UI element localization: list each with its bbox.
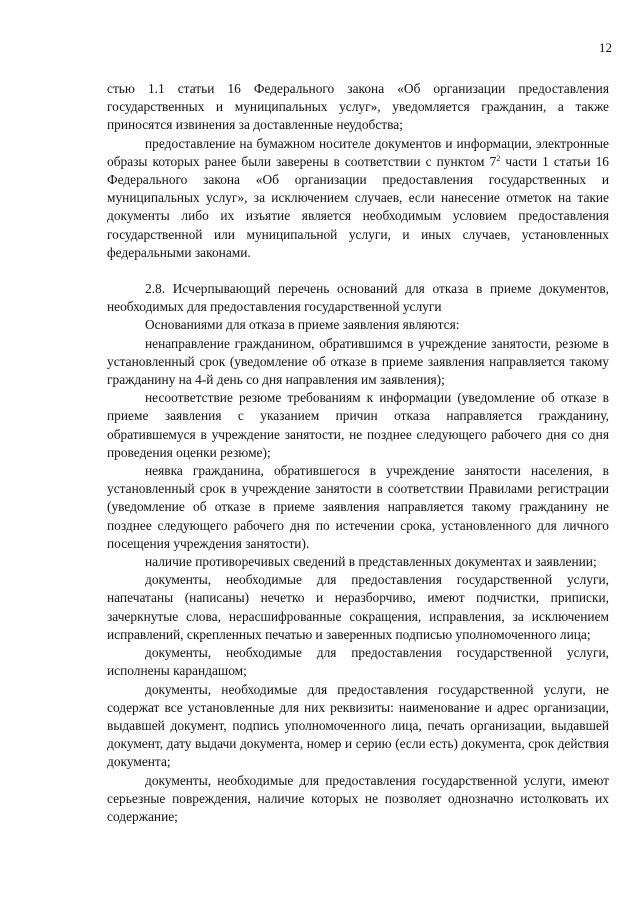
paragraph: Основаниями для отказа в приеме заявления являются: <box>145 317 460 333</box>
section-heading: 2.8. Исчерпывающий перечень оснований для отказа в приеме документов, необходимых для предоставления государственной услуги <box>107 281 609 315</box>
list-item: несоответствие резюме требованиям к информации (уведомление об отказе в приеме заявления с указанием причин отказа направляется гражданину, обратившемуся в учреждение занятости, не позднее следующего рабочего дня со дня проведения оценки резюме); <box>107 390 609 460</box>
paragraph <box>107 135 609 262</box>
list-item: наличие противоречивых сведений в представленных документах и заявлении; <box>145 554 597 570</box>
list-item: документы, необходимые для предоставления государственной услуги, исполнены карандашом; <box>107 645 609 679</box>
list-item: ненаправление гражданином, обратившимся в учреждение занятости, резюме в установленный срок (уведомление об отказе в приеме заявления направляется такому гражданину на 4-й день со дня направления им заявления); <box>107 335 609 388</box>
footnote-reference: $7^2$ <box>489 153 501 169</box>
list-item: документы, необходимые для предоставления государственной услуги, не содержат все установленные для них реквизиты: наименование и адрес организации, выдавшей документ, подпись уполномоченного лица, печать организации, выдавшей документ, дату выдачи документа, номер и серию (если есть) документа, срок действия документа; <box>107 681 609 770</box>
list-item: документы, необходимые для предоставления государственной услуги, напечатаны (написаны) нечетко и неразборчиво, имеют подчистки, приписки, зачеркнутые слова, нерасшифрованные сокращения, исправления, за исключением исправлений, скрепленных печатью и заверенных подписью уполномоченного лица; <box>107 572 609 642</box>
list-item: неявка гражданина, обратившегося в учреждение занятости населения, в установленный срок в учреждение занятости в соответствии Правилами регистрации (уведомление об отказе в приеме заявления направляется такому гражданину не позднее следующего рабочего дня по истечении срока, установленного для личного посещения учреждения занятости). <box>107 463 609 551</box>
paragraph-text: предоставление на бумажном носителе документов и информации, электронные образы которых ранее были заверены в соответствии с пунктом <box>107 135 609 169</box>
paragraph: стью 1.1 статьи 16 Федерального закона «Об организации предоставления государственных и муниципальных услуг», уведомляется гражданин, а также приносятся извинения за доставленные неудобства; <box>107 81 609 133</box>
document-body <box>107 80 609 826</box>
paragraph-text: части 1 статьи 16 Федерального закона «Об организации предоставления государственных и муниципальных услуг», за исключением случаев, если нанесение отметок на такие документы либо их изъятие является необходимым условием предоставления государственной или муниципальной услуги, и иных случаев, установленных федеральными законами. <box>107 153 609 260</box>
page-number: 12 <box>599 40 612 55</box>
list-item: документы, необходимые для предоставления государственной услуги, имеют серьезные повреждения, наличие которых не позволяет однозначно истолковать их содержание; <box>107 772 609 824</box>
